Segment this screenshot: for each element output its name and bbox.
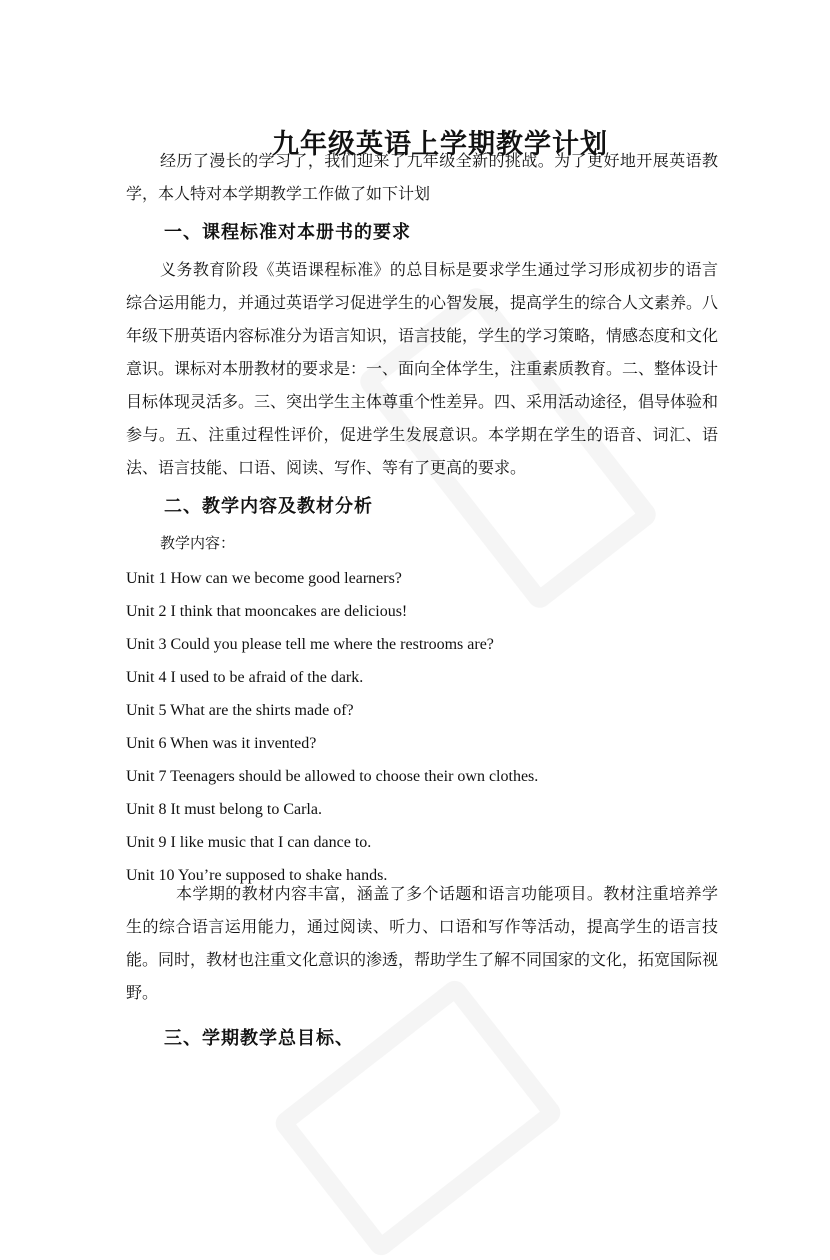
unit-item: Unit 3 Could you please tell me where the restrooms are? bbox=[126, 636, 494, 653]
unit-item: Unit 7 Teenagers should be allowed to choose their own clothes. bbox=[126, 768, 539, 785]
unit-item: Unit 2 I think that mooncakes are delicious! bbox=[126, 603, 408, 620]
section-heading-2: 二、教学内容及教材分析 bbox=[164, 496, 373, 517]
section-1-body: 义务教育阶段《英语课程标准》的总目标是要求学生通过学习形成初步的语言综合运用能力，并通过英语学习促进学生的心智发展，提高学生的综合人文素养。八年级下册英语内容标准分为语言知识，语言技能，学生的学习策略，情感态度和文化意识。课标对本册教材的要求是：一、面向全体学生，注重素质教育。二、整体设计目标体现灵活多。三、突出学生主体尊重个性差异。四、采用活动途径，倡导体验和参与。五、注重过程性评价，促进学生发展意识。本学期在学生的语音、词汇、语法、语言技能、口语、阅读、写作、等有了更高的要求。 bbox=[126, 260, 719, 477]
intro-paragraph: 经历了漫长的学习了，我们迎来了九年级全新的挑战。为了更好地开展英语教学，本人特对本学期教学工作做了如下计划 bbox=[126, 151, 718, 203]
section-heading-1: 一、课程标准对本册书的要求 bbox=[164, 222, 411, 243]
unit-item: Unit 8 It must belong to Carla. bbox=[126, 801, 322, 818]
unit-item: Unit 4 I used to be afraid of the dark. bbox=[126, 669, 364, 686]
unit-item: Unit 9 I like music that I can dance to. bbox=[126, 834, 372, 851]
unit-list bbox=[126, 562, 538, 892]
unit-item: Unit 6 When was it invented? bbox=[126, 735, 317, 752]
section-heading-3: 三、学期教学总目标、 bbox=[164, 1028, 354, 1049]
unit-item: Unit 10 You’re supposed to shake hands. bbox=[126, 867, 388, 884]
unit-item: Unit 1 How can we become good learners? bbox=[126, 570, 402, 587]
teaching-content-label: 教学内容： bbox=[160, 534, 236, 552]
unit-item: Unit 5 What are the shirts made of? bbox=[126, 702, 354, 719]
document-title: 九年级英语上学期教学计划 bbox=[272, 129, 608, 161]
watermark-mark bbox=[271, 976, 565, 1260]
textbook-analysis-paragraph: 本学期的教材内容丰富，涵盖了多个话题和语言功能项目。教材注重培养学生的综合语言运用能力，通过阅读、听力、口语和写作等活动，提高学生的语言技能。同时，教材也注重文化意识的渗透，帮助学生了解不同国家的文化，拓宽国际视野。 bbox=[126, 884, 719, 1002]
